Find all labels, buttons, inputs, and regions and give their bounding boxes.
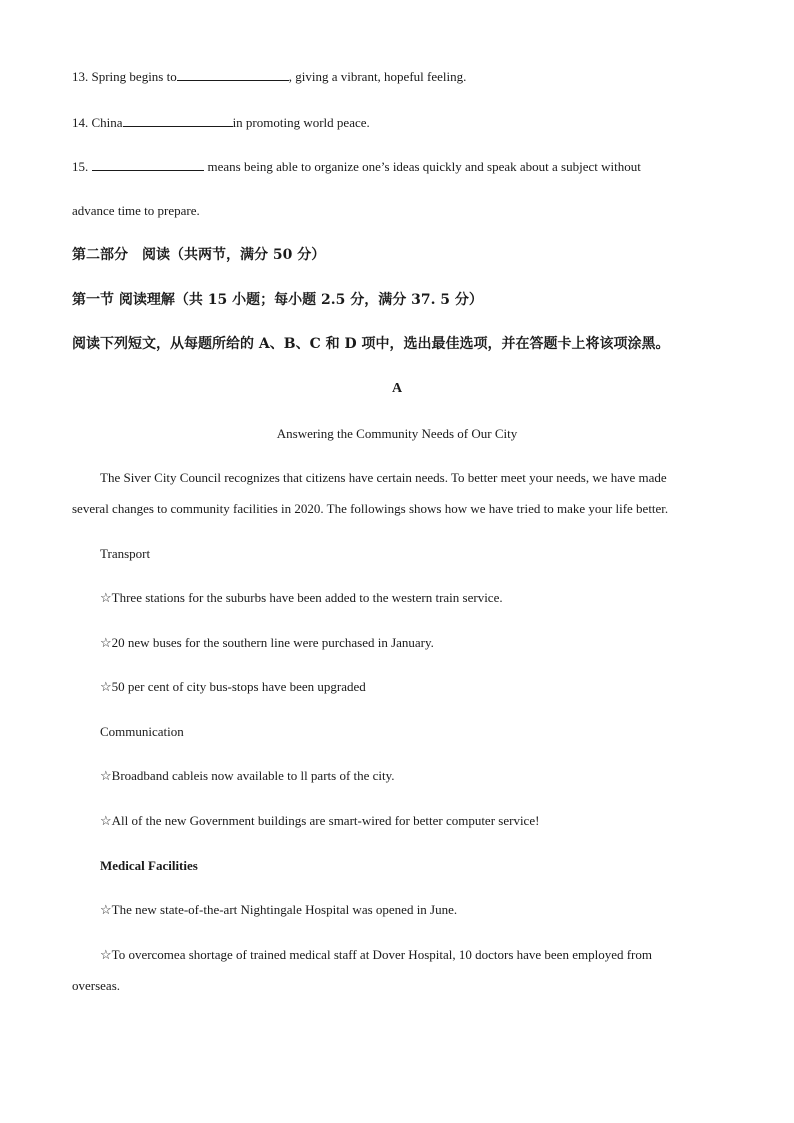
section-one-heading: 第一节 阅读理解（共 15 小题；每小题 2.5 分，满分 37. 5 分） [72,292,483,308]
medical-heading: Medical Facilities [100,858,198,873]
question-14 [72,114,370,131]
transport-item: ☆Three stations for the suburbs have been added to the western train service. [100,590,503,605]
question-14-prefix: 14. China [72,115,123,130]
passage-letter: A [391,381,403,396]
question-13-blank[interactable] [177,68,289,81]
reading-instruction: 阅读下列短文，从每题所给的 A、B、C 和 D 项中，选出最佳选项，并在答题卡上将该项涂黑。 [72,336,670,352]
question-15-continued: advance time to prepare. [72,203,200,218]
question-15-suffix: means being able to organize one’s ideas quickly and speak about a subject without [207,159,641,174]
question-13-suffix: , giving a vibrant, hopeful feeling. [288,69,467,84]
medical-item: ☆The new state-of-the-art Nightingale Hospital was opened in June. [100,902,458,917]
communication-heading: Communication [100,724,184,739]
passage-intro-line-2: several changes to community facilities in 2020. The followings shows how we have tried to make your life better. [72,501,669,516]
question-15-prefix: 15. [72,159,89,174]
passage-intro-line-1: The Siver City Council recognizes that citizens have certain needs. To better meet your needs, we have made [100,470,667,485]
transport-item: ☆20 new buses for the southern line were purchased in January. [100,635,434,650]
question-15 [72,158,641,175]
question-14-suffix: in promoting world peace. [232,115,370,130]
question-13 [72,68,466,85]
passage-title: Answering the Community Needs of Our City [276,426,518,441]
medical-item-continued: overseas. [72,978,121,993]
question-15-blank[interactable] [92,158,204,171]
transport-item: ☆50 per cent of city bus-stops have been upgraded [100,679,366,694]
part-two-heading: 第二部分 阅读（共两节，满分 50 分） [72,247,326,263]
communication-item: ☆All of the new Government buildings are smart-wired for better computer service! [100,813,540,828]
medical-item: ☆To overcomea shortage of trained medical staff at Dover Hospital, 10 doctors have been employed from [100,947,652,962]
question-13-prefix: 13. Spring begins to [72,69,177,84]
transport-heading: Transport [100,546,151,561]
question-14-blank[interactable] [123,114,233,127]
communication-item: ☆Broadband cableis now available to ll parts of the city. [100,768,395,783]
